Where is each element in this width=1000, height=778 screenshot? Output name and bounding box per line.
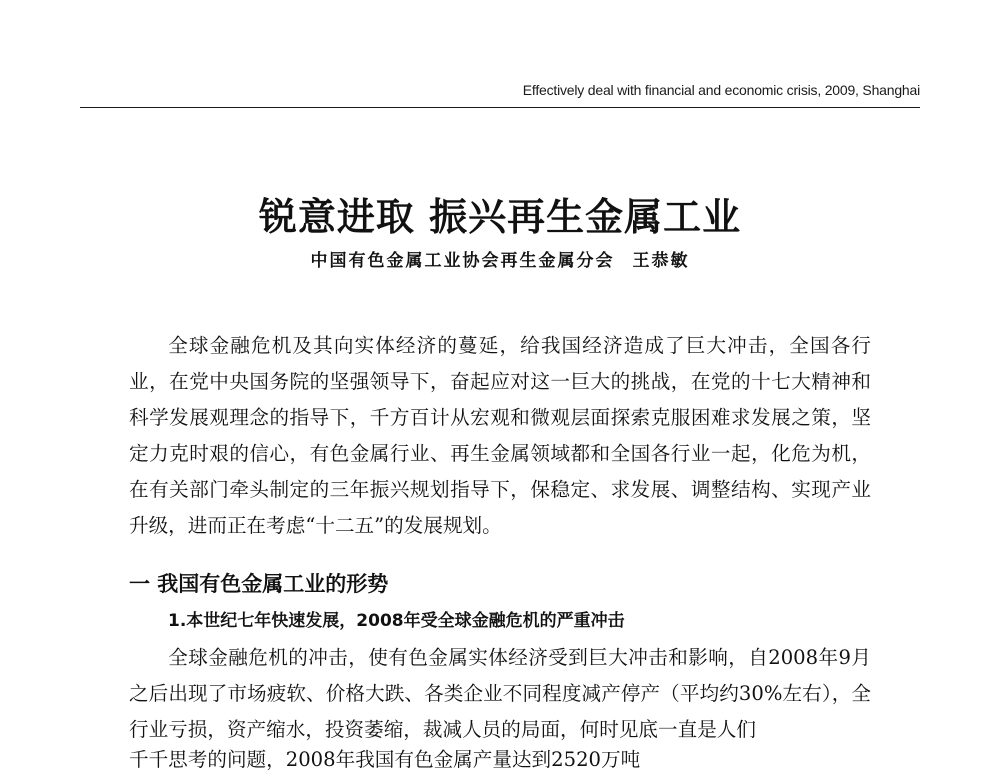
running-header: Effectively deal with financial and economic crisis, 2009, Shanghai xyxy=(522,82,920,98)
author-affiliation: 中国有色金属工业协会再生金属分会 xyxy=(310,251,615,271)
author-name: 王恭敏 xyxy=(632,251,690,271)
subsection-heading: 1.本世纪七年快速发展，2008年受全球金融危机的严重冲击 xyxy=(168,611,625,631)
cut-off-line: 千千思考的问题，2008年我国有色金属产量达到2520万吨 xyxy=(129,748,641,771)
article-title: 锐意进取 振兴再生金属工业 xyxy=(258,194,742,239)
header-divider xyxy=(80,107,920,108)
section-paragraph: 全球金融危机的冲击，使有色金属实体经济受到巨大冲击和影响，自2008年9月之后出现了市场疲软、价格大跌、各类企业不同程度减产停产（平均约30%左右），全行业亏损，资产缩水，投资萎缩，裁减人员的局面，何时见底一直是人们 xyxy=(129,646,871,741)
section-heading: 一 我国有色金属工业的形势 xyxy=(129,572,389,596)
intro-paragraph: 全球金融危机及其向实体经济的蔓延，给我国经济造成了巨大冲击，全国各行业，在党中央国务院的坚强领导下，奋起应对这一巨大的挑战，在党的十七大精神和科学发展观理念的指导下，千方百计从宏观和微观层面探索克服困难求发展之策，坚定力克时艰的信心，有色金属行业、再生金属领域都和全国各行业一起，化危为机，在有关部门牵头制定的三年振兴规划指导下，保稳定、求发展、调整结构、实现产业升级，进而正在考虑“十二五”的发展规划。 xyxy=(129,334,871,537)
byline xyxy=(0,246,1000,271)
